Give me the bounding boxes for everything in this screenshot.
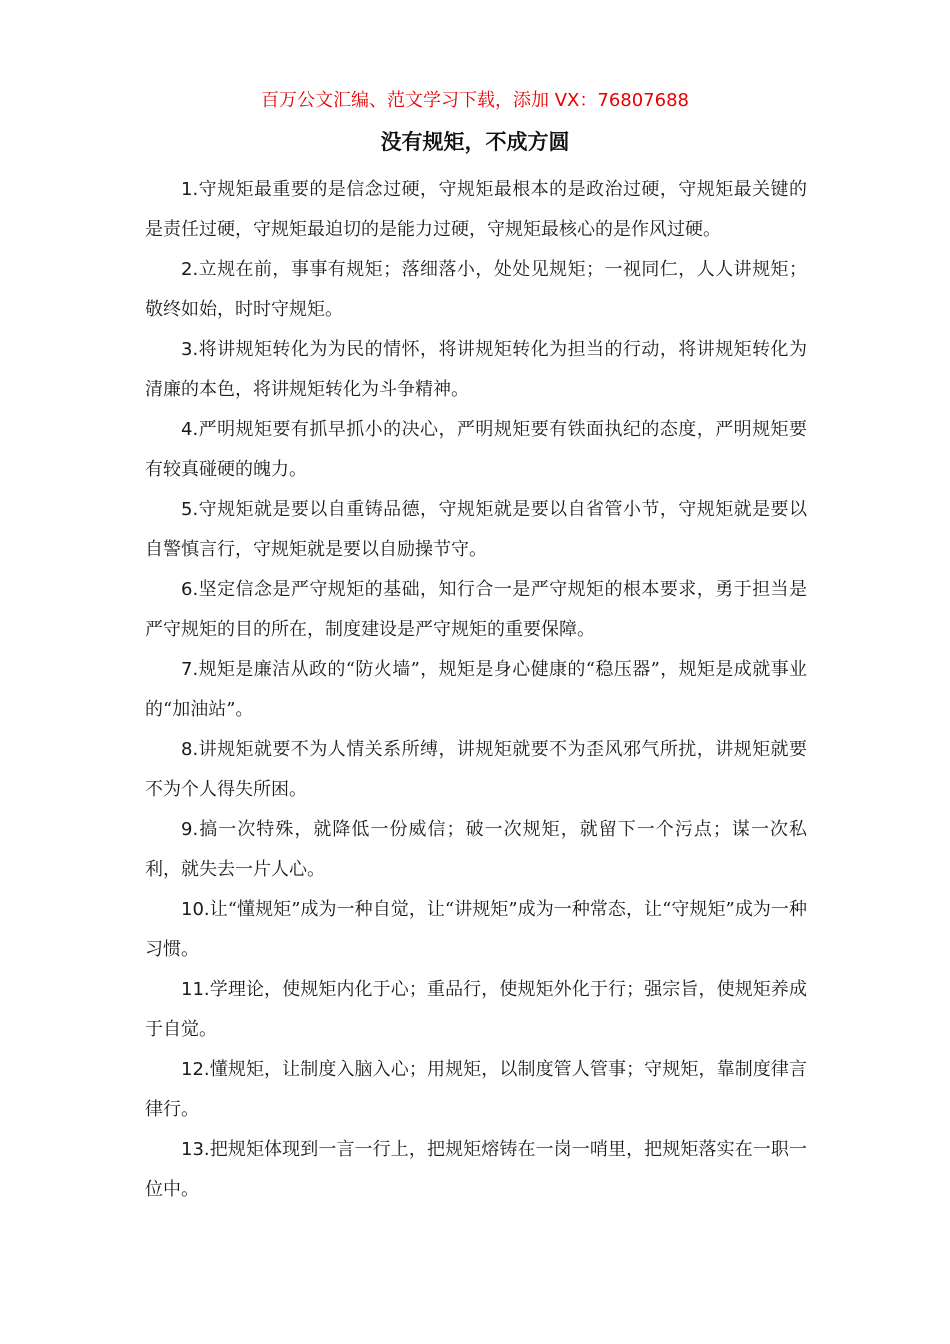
paragraph-4 — [145, 410, 807, 490]
paragraph-number: 6. — [181, 579, 199, 600]
paragraph-text: 搞一次特殊，就降低一份威信；破一次规矩，就留下一个污点；谋一次私利，就失去一片人心。 — [145, 819, 807, 880]
paragraph-text: 规矩是廉洁从政的“防火墙”，规矩是身心健康的“稳压器”，规矩是成就事业的“加油站”。 — [145, 659, 807, 720]
paragraph-text: 将讲规矩转化为为民的情怀，将讲规矩转化为担当的行动，将讲规矩转化为清廉的本色，将讲规矩转化为斗争精神。 — [145, 339, 807, 400]
paragraph-13 — [145, 1130, 807, 1210]
paragraph-number: 8. — [181, 739, 199, 760]
paragraph-text: 把规矩体现到一言一行上，把规矩熔铸在一岗一哨里，把规矩落实在一职一位中。 — [145, 1139, 807, 1200]
paragraph-5 — [145, 490, 807, 570]
paragraph-number: 4. — [181, 419, 199, 440]
paragraph-7 — [145, 650, 807, 730]
paragraph-number: 13. — [181, 1139, 210, 1160]
paragraph-text: 严明规矩要有抓早抓小的决心，严明规矩要有铁面执纪的态度，严明规矩要有较真碰硬的魄力。 — [145, 419, 807, 480]
paragraph-12 — [145, 1050, 807, 1130]
paragraph-number: 11. — [181, 979, 210, 1000]
paragraph-text: 学理论，使规矩内化于心；重品行，使规矩外化于行；强宗旨，使规矩养成于自觉。 — [145, 979, 807, 1040]
paragraph-number: 12. — [181, 1059, 210, 1080]
paragraph-11 — [145, 970, 807, 1050]
paragraph-text: 讲规矩就要不为人情关系所缚，讲规矩就要不为歪风邪气所扰，讲规矩就要不为个人得失所困。 — [145, 739, 807, 800]
paragraph-text: 坚定信念是严守规矩的基础，知行合一是严守规矩的根本要求，勇于担当是严守规矩的目的所在，制度建设是严守规矩的重要保障。 — [145, 579, 807, 640]
paragraph-text: 守规矩就是要以自重铸品德，守规矩就是要以自省管小节，守规矩就是要以自警慎言行，守规矩就是要以自励操节守。 — [145, 499, 807, 560]
paragraph-number: 2. — [181, 259, 199, 280]
paragraph-number: 7. — [181, 659, 199, 680]
paragraph-number: 9. — [181, 819, 199, 840]
paragraph-text: 立规在前，事事有规矩；落细落小，处处见规矩；一视同仁，人人讲规矩；敬终如始，时时守规矩。 — [145, 259, 807, 320]
paragraph-8 — [145, 730, 807, 810]
paragraph-text: 让“懂规矩”成为一种自觉，让“讲规矩”成为一种常态，让“守规矩”成为一种习惯。 — [145, 899, 807, 960]
page-title: 没有规矩，不成方圆 — [380, 129, 570, 154]
paragraph-number: 1. — [181, 179, 199, 200]
paragraph-9 — [145, 810, 807, 890]
paragraph-1 — [145, 170, 807, 250]
paragraph-text: 懂规矩，让制度入脑入心；用规矩，以制度管人管事；守规矩，靠制度律言律行。 — [145, 1059, 807, 1120]
paragraph-text: 守规矩最重要的是信念过硬，守规矩最根本的是政治过硬，守规矩最关键的是责任过硬，守规矩最迫切的是能力过硬，守规矩最核心的是作风过硬。 — [145, 179, 807, 240]
paragraph-2 — [145, 250, 807, 330]
paragraph-number: 3. — [181, 339, 199, 360]
paragraph-3 — [145, 330, 807, 410]
promo-header-note: 百万公文汇编、范文学习下载，添加 VX：76807688 — [261, 90, 689, 111]
document-body — [145, 170, 807, 1210]
paragraph-6 — [145, 570, 807, 650]
paragraph-number: 10. — [181, 899, 210, 920]
paragraph-10 — [145, 890, 807, 970]
paragraph-number: 5. — [181, 499, 199, 520]
